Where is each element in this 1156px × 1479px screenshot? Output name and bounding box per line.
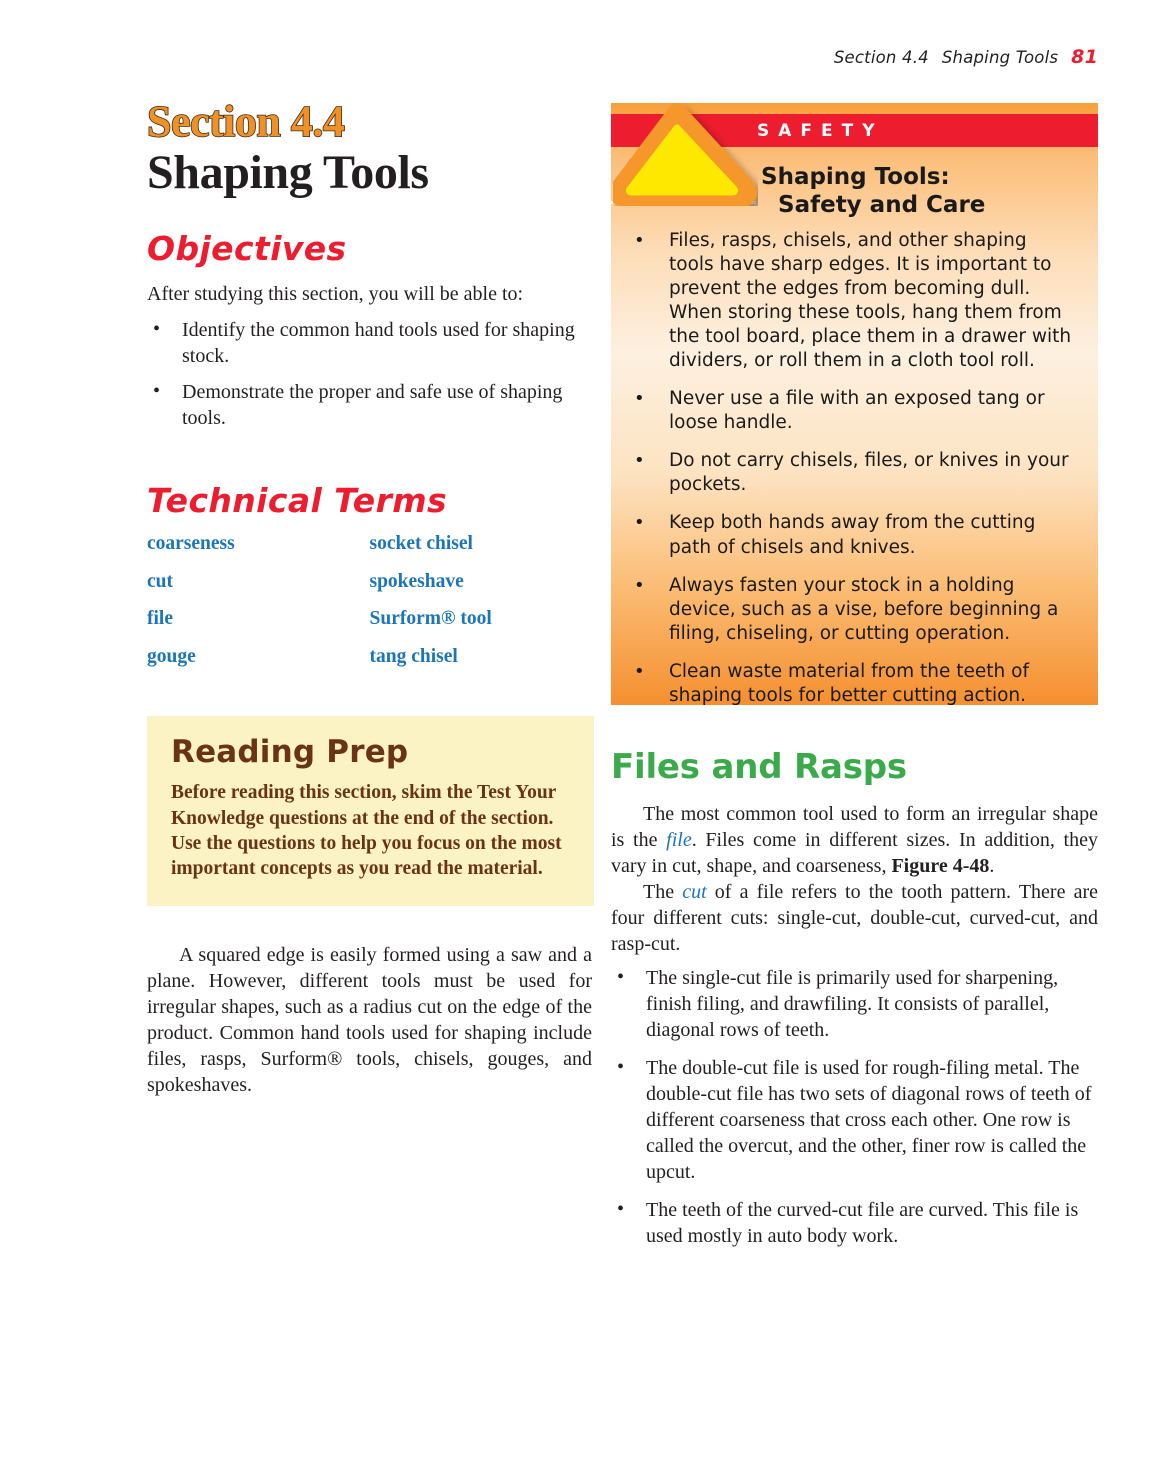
page-title: Shaping Tools [147, 145, 429, 199]
list-item: • Keep both hands away from the cutting path of chisels and knives. [611, 511, 1076, 559]
safety-list [611, 229, 1098, 705]
reading-prep-box [147, 716, 594, 905]
reading-prep-heading: Reading Prep [171, 734, 409, 771]
list-item: • Files, rasps, chisels, and other shaping tools have sharp edges. It is important to prevent the edges from becoming dull. When storing these tools, hang them from the tool board, place them in a drawer with dividers, or roll them in a cloth tool roll. [611, 229, 1076, 373]
running-head [834, 46, 1098, 68]
technical-terms-column-left [147, 534, 370, 684]
objectives-lede: After studying this section, you will be able to: [147, 282, 524, 305]
technical-terms-heading: Technical Terms [147, 481, 448, 521]
list-item: • The single-cut file is primarily used for sharpening, finish filing, and drawfiling. It consists of parallel, diagonal rows of teeth. [611, 965, 1098, 1043]
term: Surform® tool [369, 608, 492, 630]
files-paragraph-2 [611, 879, 1098, 957]
files-paragraph-1 [611, 801, 1098, 879]
para2-before: The [643, 881, 683, 903]
para1-after: . Files come in different sizes. In addition, they vary in cut, shape, and coarseness, [611, 829, 1098, 877]
safety-box-title [761, 163, 985, 220]
left-column [147, 97, 592, 1098]
term: file [147, 608, 173, 630]
safety-title-line-1: Shaping Tools: [761, 164, 950, 190]
safety-box [611, 103, 1098, 705]
list-item: • Always fasten your stock in a holding device, such as a vise, before beginning a filing, chiseling, or cutting operation. [611, 574, 1076, 646]
section-kicker: Section 4.4 [147, 97, 345, 146]
running-head-section: Section 4.4 [833, 48, 929, 67]
term: socket chisel [369, 533, 473, 555]
figure-reference: Figure 4-48 [891, 855, 990, 877]
para1-tail: . [989, 855, 995, 877]
intro-paragraph: A squared edge is easily formed using a saw and a plane. However, different tools must be used for irregular shapes, such as a radius cut on the edge of the product. Common hand tools used for shaping include files, rasps, Surform® tools, chisels, gouges, and spokeshaves. [147, 943, 592, 1096]
term: coarseness [147, 533, 235, 555]
running-head-title: Shaping Tools [941, 48, 1059, 67]
list-item: • Demonstrate the proper and safe use of shaping tools. [147, 379, 592, 431]
key-term-cut: cut [682, 881, 707, 903]
term: gouge [147, 645, 196, 667]
technical-terms-column-right [370, 534, 593, 684]
list-item: • The teeth of the curved-cut file are curved. This file is used mostly in auto body work. [611, 1197, 1098, 1249]
objectives-heading: Objectives [147, 228, 347, 268]
files-bullet-list [611, 965, 1098, 1249]
list-item: • Never use a file with an exposed tang or loose handle. [611, 387, 1076, 435]
term: cut [147, 570, 173, 592]
technical-terms-list [147, 534, 592, 684]
files-and-rasps-heading: Files and Rasps [611, 747, 907, 787]
safety-box-panel [611, 103, 1098, 705]
right-column [611, 103, 1098, 1261]
list-item: • Do not carry chisels, files, or knives in your pockets. [611, 449, 1076, 497]
reading-prep-body: Before reading this section, skim the Test Your Knowledge questions at the end of the section. Use the questions to help you focus on the most important concepts as you read the material. [171, 782, 562, 880]
page-number: 81 [1071, 46, 1098, 68]
objectives-list [147, 317, 592, 431]
list-item: • The double-cut file is used for rough-filing metal. The double-cut file has two sets of diagonal rows of teeth of different coarseness that cross each other. One row is called the overcut, and the other, finer row is called the upcut. [611, 1055, 1098, 1185]
para1-before: The most common tool used to form an irregular shape is the [611, 803, 1098, 851]
safety-banner-label: SAFETY [757, 120, 884, 141]
list-item: • Identify the common hand tools used for shaping stock. [147, 317, 592, 369]
key-term-file: file [666, 829, 692, 851]
term: spokeshave [369, 570, 464, 592]
list-item: • Clean waste material from the teeth of shaping tools for better cutting action. [611, 660, 1076, 705]
warning-triangle-icon [613, 103, 758, 206]
term: tang chisel [369, 645, 458, 667]
safety-title-line-2: Safety and Care [778, 192, 986, 219]
para2-after: of a file refers to the tooth pattern. There are four different cuts: single-cut, double-cut, curved-cut, and rasp-cut. [611, 881, 1098, 955]
